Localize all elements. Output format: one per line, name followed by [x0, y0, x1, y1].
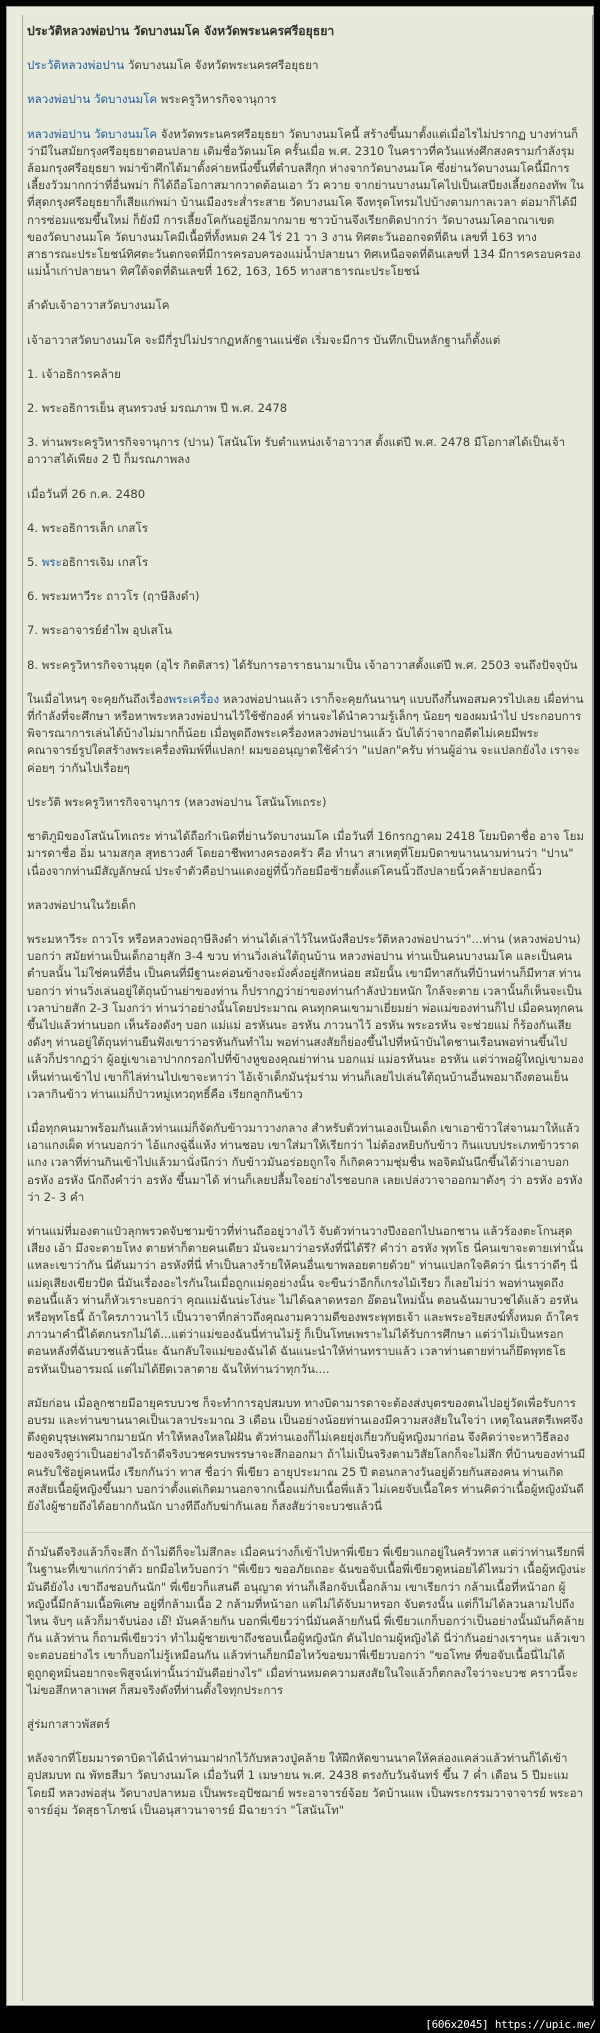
post-frame: [6, 6, 594, 2006]
amulet-link[interactable]: พระเครื่อง: [168, 691, 220, 706]
bio-paragraph: ชาติภูมิของโสนันโทเถระ ท่านได้ถือกำเนิดที่ย่านวัดบางนมโค เมื่อวันที่ 16กรกฎาคม 2418 โยมบิดาชื่อ อาจ โยมมารดาชื่อ อิ่ม นามสกุล สุทธาวงศ์ โดยอาชีพทางครองครัว คือ ทำนา สาเหตุที่โยมบิดาขนานนามท่านว่า "ปาน" เนื่องจากท่านมีสัญลักษณ์ ประจำตัวคือปานแดงอยู่ที่นิ้วก้อยมือซ้ายตั้งแต่โคนนิ้วถึงปลายนิ้วคล้ายปลอกนิ้ว: [27, 829, 585, 878]
amulet-text-after: หลวงพ่อปานแล้ว เราก็จะคุยกันนานๆ แบบถึงกึ๋นพอสมควรไปเลย เผื่อท่านที่กำลังที่จะศึกษา หรือหาพระหลวงพ่อปานไว้ใช้ซักองค์ ท่านจะได้นำความรู้เล็กๆ น้อยๆ ของผมนำไป ประกอบการพิจารณาการเล่นได้บ้างไม่มากก็น้อย เมื่อพูดถึงพระเครื่องหลวงพ่อปานแล้ว นับได้ว่าจากอดีตไม่เคยมีพระคณาจารย์รูปใดสร้างพระเครื่องพิมพ์ที่แปลก! ผมขออนุญาตใช้คำว่า "แปลก"ครับ ท่านผู้อ่าน จะแปลกยังไง เราจะค่อยๆ ว่ากันไปเรื่อยๆ: [27, 691, 584, 775]
abbot-item-8: 8. พระครูวิหารกิจจานุยุต (อุไร กิตติสาร) ได้รับการอาราธนามาเป็น เจ้าอาวาสตั้งแต่ปี พ.ศ. 2503 จนถึงปัจจุบัน: [27, 657, 578, 672]
abbots-intro: เจ้าอาวาสวัดบางนมโค จะมีกี่รูปไม่ปรากฏหลักฐานแน่ชัด เริ่มจะมีการ บันทึกเป็นหลักฐานก็ตั้งแต่: [27, 332, 501, 347]
abbot-item-5-text: อธิการเจิม เกสโร: [61, 555, 149, 570]
abbot-item-6: 6. พระมหาวีระ ถาวโร (ฤาษีลิงดำ): [27, 589, 200, 604]
luangpor-pan-link[interactable]: หลวงพ่อปาน วัดบางนมโค: [27, 92, 158, 107]
abbot-item-5: [27, 554, 586, 571]
phra-link[interactable]: พระ: [41, 555, 62, 570]
abbot-item-7: 7. พระอาจารย์ฮำไพ อุปเสโน: [27, 623, 172, 638]
temple-history-text: จังหวัดพระนครศรีอยุธยา วัดบางนมโคนี้ สร้างขึ้นมาตั้งแต่เมื่อไรไม่ปรากฏ บางท่านก็ว่ามีในสมัยกรุงศรีอยุธยาตอนปลาย เดิมชื่อวัดนมโค ครั้นเมื่อ พ.ศ. 2310 ในคราวที่ควันแห่งศึกสงครามกำลังรุมล้อมกรุงศรีอยุธยา พม่าข้าศึกได้มาตั้งค่ายหนึ่งขึ้นที่ตำบลสีกุก ห่างจากวัดบางนมโค ซึ่งย่านวัดบางนมโคนี้มีการเลี้ยงวัวมากกว่าที่อื่นพม่า ก็ได้ถือโอกาสมากวาดต้อนเอา วัว ควาย จากย่านบางนมโคไปเป็นเสบียงเลี้ยงกองทัพ ในที่สุดกรุงศรีอยุธยาก็เสียแก่พม่า บ้านเมืองระส่ำระสาย วัดบางนมโค จึงทรุดโทรมไปบ้างตามกาลเวลา ต่อมาก็ได้มีการซ่อมแซมขึ้นใหม่ ก็ยังมี การเลี้ยงโคกันอยู่อีกมากมาย ชาวบ้านจึงเรียกติดปากว่า วัดบางนมโคอาณาเขตของวัดบางนมโค วัดบางนมโคมีเนื้อที่ทั้งหมด 24 ไร่ 21 วา 3 งาน ทิศตะวันออกจดที่ดิน เลขที่ 163 ทางสาธารณะประโยชน์ทิศตะวันตกจดที่มีการครอบครองแม่น้ำปลายนา ทิศเหนือจดที่ดินเลขที่ 134 มีการครอบครองแม่น้ำเก่าปลายนา ทิศใต้จดที่ดินเลขที่ 162, 163, 165 ทางสาธารณะประโยชน์: [27, 126, 584, 279]
abbots-heading: ลำดับเจ้าอาวาสวัดบางนมโค: [27, 298, 170, 313]
post-title: ประวัติหลวงพ่อปาน วัดบางนมโค จังหวัดพระนครศรีอยุธยา: [27, 24, 335, 38]
post-content: [22, 15, 594, 2001]
amulet-text-before: ในเมื่อไหนๆ จะคุยกันถึงเรื่อง: [27, 691, 169, 706]
abbot-item-3: 3. ท่านพระครูวิหารกิจจานุการ (ปาน) โสนันโท รับตำแหน่งเจ้าอาวาส ตั้งแต่ปี พ.ศ. 2478 มีโอกาสได้เป็นเจ้าอาวาสได้เพียง 2 ปี ก็มรณภาพลง: [27, 435, 566, 467]
abbot-item-3-date: เมื่อวันที่ 26 ก.ค. 2480: [27, 486, 146, 501]
intro-line-1-text: วัดบางนมโค จังหวัดพระนครศรีอยุธยา: [124, 58, 319, 73]
abbot-item-2: 2. พระอธิการเย็น สุนทรวงษ์ มรณภาพ ปี พ.ศ. 2478: [27, 401, 288, 416]
amulet-paragraph: [27, 691, 586, 777]
childhood-paragraph-3: ท่านแม่ที่มองตาแป๋วลุกพรวดจับชามข้าวที่ท่านถืออยู่วางไว้ จับตัวท่านวางปึงออกไปนอกชาน แล้วร้องตะโกนสุดเสียง เอ้า มึงจะตายโหง ตายห่าก็ตายคนเดียว มันจะมาว่าอรหังที่นี่ได้รึ? คำว่า อรหัง พุทโธ นี่คนเขาจะตายเท่านั้นแหละเขาว่ากัน นี่ดันมาว่า อรหังที่นี่ ทำเป็นลางร้ายให้คนอื่นเขาพลอยตายด้วย" ท่านแปลกใจคิดว่า นี่เราว่าดีๆ นี่แม่ดุเสียงเขียวปัด นี่มันเรื่องอะไรกันในเมื่อถูกแม่ดุอย่างนั้น จะขืนว่าอีกก็เกรงไม้เรียว ก็เลยไม่ว่า พอท่านพูดถึงตอนนี้แล้ว ท่านก็หัวเราะบอกว่า คุณแม่ฉันน่ะโง่นะ ไม่ได้ฉลาดหรอก อ๊ตอนใหม่นั้น ตอนฉันมาบวชได้แล้ว อรหันหรือพุทโธนี้ ถ้าใครภาวนาไว้ เป็นวาจาที่กล่าวถึงคุณงามความดีของพระพุทธเจ้า และพระอริยสงฆ์ทั้งหมด ถ้าใครภาวนาคำนี้ได้ตกนรกไม่ได้...แต่ว่าแม่ของฉันนี่ท่านไม่รู้ ก็เป็นโทษเพราะไม่ได้รับการศึกษา แต่ว่าไม่เป็นหรอก ตอนหลังที่ฉันบวชแล้วนี่นะ ฉันกลับใจแม่ของฉันได้ ฉันแนะนำให้ท่านทราบแล้ว เวลาท่านตายท่านก็ยึดพุทธโธ อรหันเป็นอารมณ์ แต่ไม่ได้ยึดเวลาตาย ฉันให้ท่านว่าทุกวัน....: [27, 1223, 584, 1376]
abbot-item-5-number: 5.: [27, 555, 42, 570]
temple-history-paragraph: [27, 126, 586, 281]
ordination-paragraph: หลังจากที่โยมมารดาบิดาได้นำท่านมาฝากไว้กับหลวงปู่คล้าย ให้ฝึกหัดขานนาคให้คล่องแคล่วแล้วท่านก็ได้เข้าอุปสมบท ณ พัทธสีมา วัดบางนมโค เมื่อวันที่ 1 เมษายน พ.ศ. 2438 ตรงกับวันจันทร์ ขึ้น 7 ค่ำ เดือน 5 ปีมะแม โดยมี หลวงพ่อสุ่น วัดบางปลาหมอ เป็นพระอุปัชฌาย์ พระอาจารย์จ้อย วัดบ้านแพ เป็นพระกรรมวาจาจารย์ พระอาจารย์อุ่ม วัดสุธาโภชน์ เป็นอนุสาวนาจารย์ มีฉายาว่า "โสนันโท": [27, 1751, 584, 1817]
intro-line-2-text: พระครูวิหารกิจจานุการ: [157, 92, 277, 107]
ordination-heading: สู่ร่มกาสาวพัสตร์: [27, 1717, 111, 1732]
childhood-paragraph-5: ถ้ามันดีจริงแล้วก็จะสึก ถ้าไม่ดีก็จะไม่สึกละ เมื่อคนว่างก็เข้าไปหาพี่เขียว พี่เขียวแกอยู่ในครัวทาส แต่ว่าท่านเรียกพี่ในฐานะที่เขาแก่กว่าตัว ยกมือไหว้บอกว่า "พี่เขียว ขออภัยเถอะ ฉันขอจับเนื้อพี่เขียวดูหน่อยได้ไหมว่า เนื้อผู้หญิงน่ะมันดียังไง เขาถึงชอบกันนัก" พี่เขียวก็แสนดี อนุญาต ท่านก็เลือกจับเนื้อกล้าม เขาเรียกว่า กล้ามเนื้อที่หน้าอก ผู้หญิงนี้มีกล้ามเนื้อพิเศษ อยู่ที่กล้ามเนื้อ 2 กล้ามที่หน้าอก แต่ไม่ได้จับมาหรอก จับตรงนั้น แต่ก็ไม่ได้ลวนลามไปถึงไหน จับๆ แล้วก็มาจับน่อง เอ๊! มันคล้ายกัน บอกพี่เขียวว่านี่มันคล้ายกันนี่ พี่เขียวแกก็บอกว่าเป็นอย่างนั้นมันก็คล้ายกัน แล้วท่าน ก็ถามพี่เขียวว่า ทำไมผู้ชายเขาถึงชอบเนื้อผู้หญิงนัก ดันไปถามผู้หญิงได้ นี่ว่ากันอย่างเราๆนะ แล้วเขาจะตอบอย่างไร เขาก็บอกไม่รู้เหมือนกัน แล้วท่านก็ยกมือไหว้ขอขมาพี่เขียวบอกว่า "ขอโทษ ที่ขอจับเนื้อนี่ไม่ได้ดูถูกดูหมิ่นอยากจะพิสูจน์เท่านั้นว่ามันดีอย่างไร" เมื่อท่านหมดความสงสัยในใจแล้วก็ตกลงใจว่าจะบวช คราวนี้จะไม่ขอสึกหาลาเพศ ก็สมจริงดังที่ท่านตั้งใจทุกประการ: [27, 1545, 586, 1697]
abbot-item-1: 1. เจ้าอธิการคล้าย: [27, 366, 121, 381]
abbot-item-4: 4. พระอธิการเล็ก เกสโร: [27, 520, 148, 535]
intro-line-1: [27, 57, 586, 74]
childhood-paragraph-4: สมัยก่อน เมื่อลูกชายมีอายุครบบวช ก็จะทำการอุปสมบท ทางบิดามารดาจะต้องส่งบุตรของตนไปอยู่วัดเพื่อรับการอบรม และท่านขานนาคเป็นเวลาประมาณ 3 เดือน เป็นอย่างน้อยท่านเองมีความสงสัยในใจว่า เหตุใฉนสตรีเพศจึงดึงดูดบุรุษเพศมากมายนัก ทำให้หลงใหลใฝ่ฝัน ตัวท่านเองก็ไม่เคยยุ่งเกี่ยวกับผู้หญิงมาก่อน จึงคิดว่าจะหาวิธีลองของจริงดูว่าเป็นอย่างไรถ้าดีจริงบวชครบพรรษาจะสึกออกมา ถ้าไม่เป็นจริงตามวิสัยโลกก็จะไม่สึก ที่บ้านของท่านมีคนรับใช้อยู่คนหนึ่ง เรียกกันว่า ทาส ชื่อว่า พี่เขียว อายุประมาณ 25 ปี ตอนกลางวันอยู่ด้วยกันสองคน ท่านเกิดสงสัยเนื้อผู้หญิงขึ้นมา บอกว่าตั้งแต่เกิดมานอกจากเนื้อแม่กับเนื้อพี่แล้ว ไม่เคยจับเนื้อใคร ท่านคิดว่าเนื้อผู้หญิงมันดียังไงผู้ชายถึงได้อยากกันนัก บางทีถึงกับฆ่ากันเลย ก็สงสัยว่าจะบวชแล้วนี่: [27, 1395, 586, 1513]
childhood-heading: หลวงพ่อปานในวัยเด็ก: [27, 897, 136, 912]
childhood-paragraph-2: เมื่อทุกคนมาพร้อมกันแล้วท่านแม่ก็จัดกับข้าวมาวางกลาง สำหรับตัวท่านเองเป็นเด็ก เขาเอาข้าวใส่จานมาให้แล้วเอาแกงเผ็ด ท่านบอกว่า ไอ้แกงฉู่ฉี่แห้ง ท่านชอบ เขาใส่มาให้เรียกว่า ไม่ต้องหยิบกับข้าว กินแบบประเภทข้าวราดแกง เวลาที่ท่านกินเข้าไปแล้วมานั่งนึกว่า กับข้าวมันอร่อยถูกใจ ก็เกิดความชุ่มชื่น พอจิตมันนึกขึ้นได้ว่าเอาบอก อรหัง อรหัง นึกถึงคำว่า อรหัง ขึ้นมาได้ ท่านก็เลยปลื้มใจอย่างไรชอบกล เลยเปล่งวาจาออกมาดังๆ ว่า อรหัง อรหัง ว่า 2- 3 คำ: [27, 1120, 583, 1204]
bio-heading: ประวัติ พระครูวิหารกิจจานุการ (หลวงพ่อปาน โสนันโทเถระ): [27, 794, 327, 809]
section-divider: [23, 1532, 592, 1534]
childhood-paragraph-1: พระมหาวีระ ถาวโร หรือหลวงพ่อฤาษีลิงดำ ท่านได้เล่าไว้ในหนังสือประวัติหลวงพ่อปานว่า"...ท่าน (หลวงพ่อปาน) บอกว่า สมัยท่านเป็นเด็กอายุสัก 3-4 ขวบ ท่านวิ่งเล่นใต้ถุนบ้าน หลวงพ่อปาน ท่านเป็นคนบางนมโค และเป็นคนตำบลนั้น ไม่ใช่คนที่อื่น เป็นคนที่มีฐานะค่อนข้างจะมั่งคั่งอยู่สักหน่อย สมัยนั้น เขามีทาสกันที่บ้านท่านก็มีทาส ท่านบอกว่า ท่านวิ่งเล่นอยู่ใต้ถุนบ้านย่าของท่าน ก็ปรากฏว่าย่าของท่านกำลังป่วยหนัก ใกล้จะตาย เวลานั้นก็เห็นจะเป็นเวลาบ่ายสัก 2-3 โมงกว่า ท่านว่าอย่างนั้นโดยประมาณ คนทุกคนเขามาเยี่ยมย่า พ่อแม่ของท่านก็ไป เมื่อคนทุกคนขึ้นไปแล้วท่านบอก เห็นร้องดังๆ บอก แม่แม่ อรหันนะ อรหัน ภาวนาไว้ อรหัน พระอรหัน จะช่วยแม่ ก็ร้องกันเสียงดังๆ ท่านอยู่ใต้ถุนท่านยืนฟังเขาว่าอรหันกันทำไม พอท่านสงสัยก็ย่องขึ้นไปที่หน้าบันไดชานเรือนพอท่านขึ้นไปแล้วก็ปรากฏว่า ผู้อยู่เขาเอาปากกรอกไปที่ข้างหูของคุณย่าท่าน บอกแม่ แม่อรหันนะ อรหัน แต่ว่าพอผู้ใหญ่เขามองเห็นท่านเข้าไป เขาก็ไล่ท่านไปเขาจะหาว่า ไอ้เจ้าเด็กมันรุ่มร่าม ท่านก็เลยไปเล่นใต้ถุนบ้านอื่นพอมาถึงตอนเย็นเวลากินข้าว ท่านแม่ก็ป่าวหมู่เทวฤทธิ์คือ เรียกลูกกินข้าว: [27, 931, 584, 1101]
history-link[interactable]: ประวัติหลวงพ่อปาน: [27, 58, 125, 73]
intro-line-2: [27, 91, 586, 108]
image-host-watermark: [606x2045] https://upic.me/: [425, 2018, 596, 2031]
luangpor-pan-link-2[interactable]: หลวงพ่อปาน วัดบางนมโค: [27, 126, 158, 141]
